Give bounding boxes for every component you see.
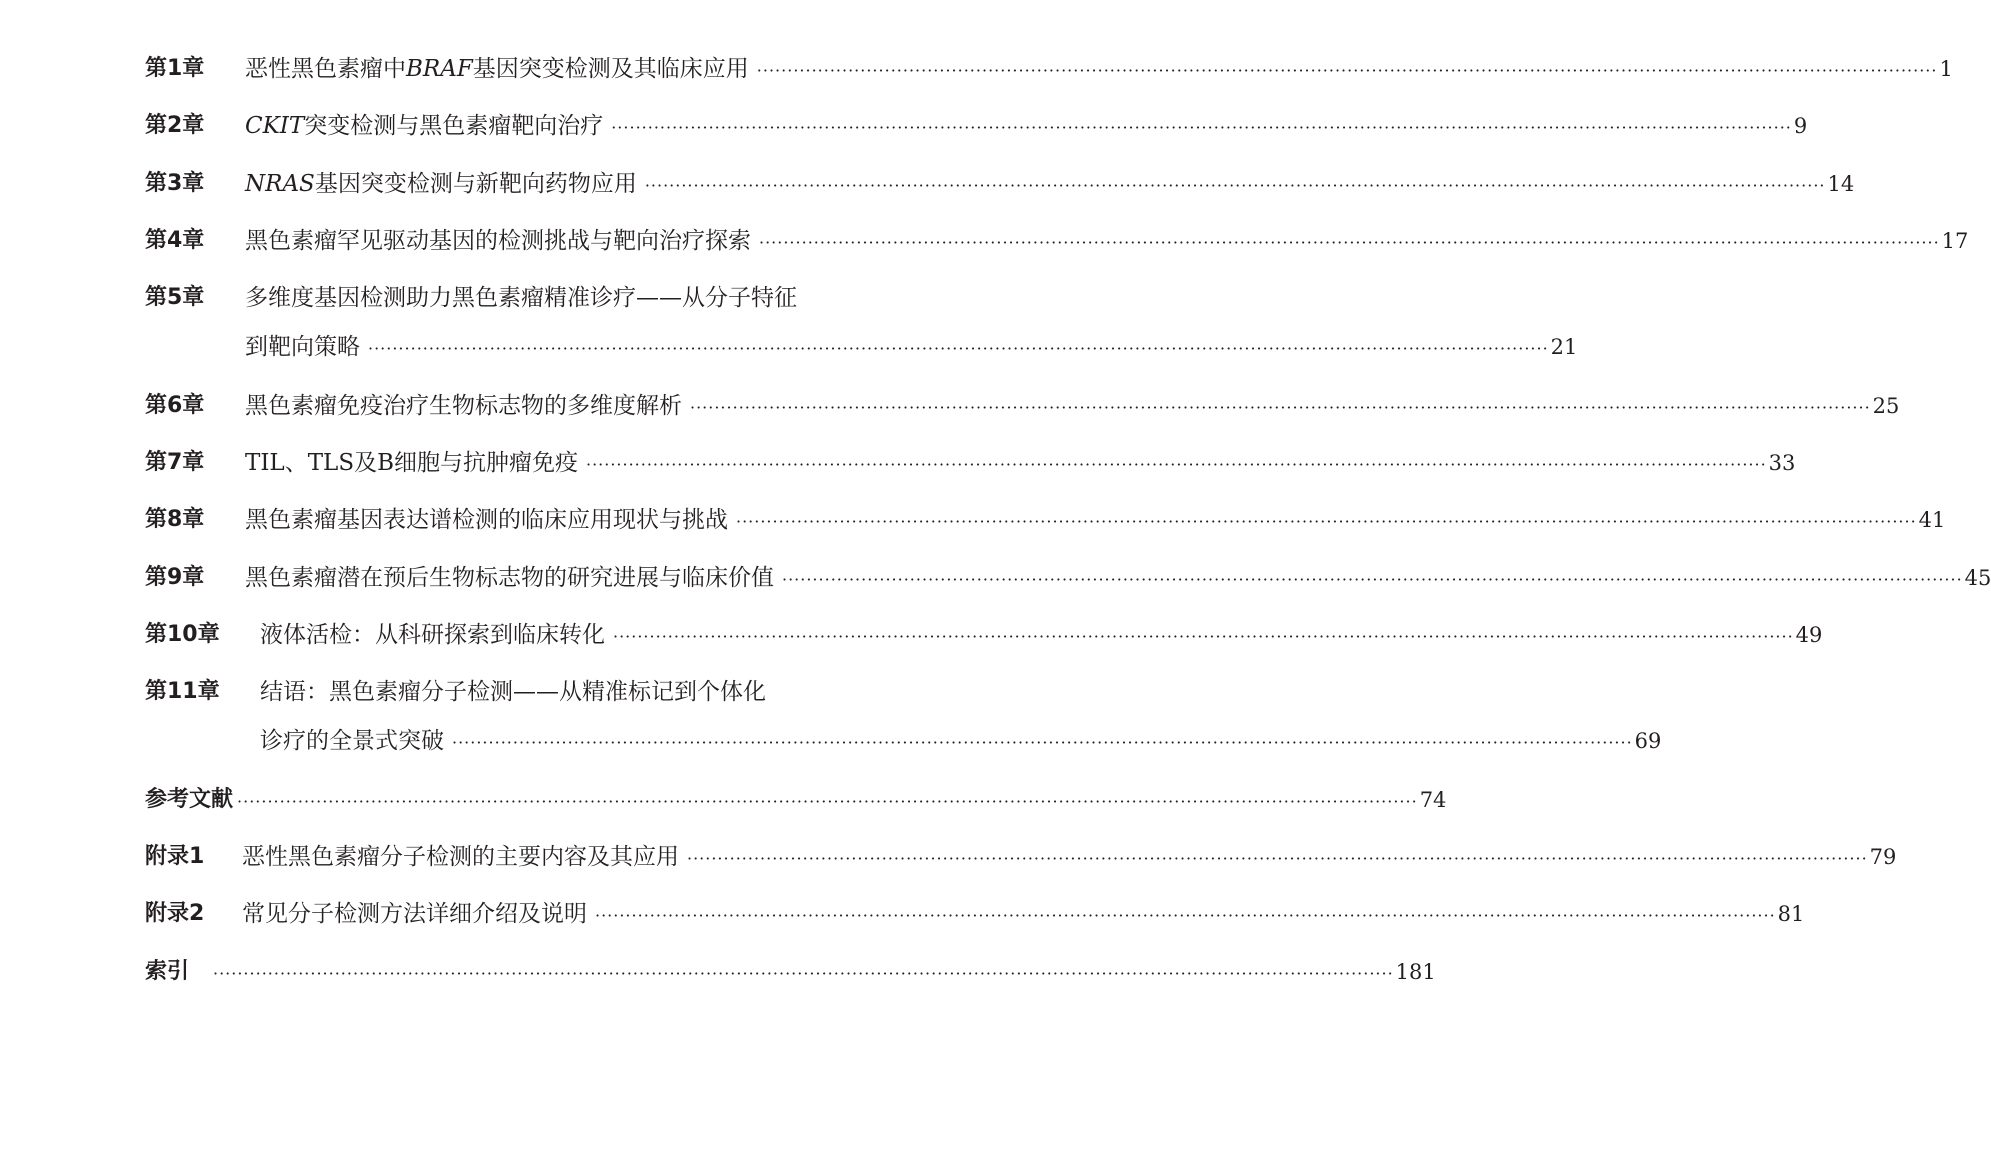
dot-leader (782, 555, 1963, 605)
page-number: 81 (1777, 902, 1805, 927)
chapter-number: 第4章 (145, 227, 205, 253)
page-number: 41 (1918, 508, 1946, 533)
appendix-number: 附录1 (145, 844, 205, 870)
dot-leader (611, 103, 1792, 153)
dot-leader (213, 949, 1394, 999)
chapter-number: 第10章 (145, 621, 220, 647)
dot-leader (687, 834, 1868, 884)
chapter-number: 第7章 (145, 450, 205, 476)
toc-entry-chapter-5[interactable] (145, 273, 1578, 381)
dot-leader (736, 497, 1917, 547)
toc-entry-references[interactable] (145, 775, 1447, 832)
chapter-number: 第6章 (145, 392, 205, 418)
page-number: 33 (1768, 451, 1796, 476)
page-number: 25 (1872, 393, 1900, 418)
dot-leader (759, 218, 1940, 268)
appendix-title: 恶性黑色素瘤分子检测的主要内容及其应用 (242, 844, 679, 871)
chapter-number: 第5章 (145, 285, 205, 311)
toc-entry-chapter-10[interactable] (145, 610, 1823, 667)
toc-entry-chapter-1[interactable] (145, 44, 1953, 101)
dot-leader (757, 46, 1938, 96)
page-number: 49 (1795, 622, 1823, 647)
chapter-title: NRAS基因突变检测与新靶向药物应用 (245, 170, 637, 197)
section-label: 参考文献 (145, 786, 234, 812)
page-number: 9 (1793, 114, 1808, 139)
chapter-title-line-2: 到靶向策略 (245, 334, 360, 361)
chapter-title: 黑色素瘤基因表达谱检测的临床应用现状与挑战 (245, 507, 728, 534)
chapter-title: 液体活检：从科研探索到临床转化 (260, 621, 605, 648)
dot-leader (613, 612, 1794, 662)
chapter-title: TIL、TLS及B细胞与抗肿瘤免疫 (245, 450, 578, 477)
toc-entry-chapter-6[interactable] (145, 381, 1900, 438)
dot-leader (595, 891, 1776, 941)
chapter-title-line-2: 诊疗的全景式突破 (260, 728, 444, 755)
dot-leader (586, 440, 1767, 490)
toc-entry-appendix-1[interactable] (145, 832, 1897, 889)
toc-entry-appendix-2[interactable] (145, 889, 1805, 946)
page-number: 181 (1395, 959, 1436, 984)
chapter-title: 恶性黑色素瘤中BRAF基因突变检测及其临床应用 (245, 56, 749, 82)
dot-leader (237, 777, 1418, 827)
toc-entry-chapter-8[interactable] (145, 495, 1946, 552)
dot-leader (645, 161, 1826, 211)
page-number: 74 (1419, 787, 1447, 812)
page-number: 45 (1964, 565, 1991, 590)
toc-entry-chapter-7[interactable] (145, 438, 1796, 495)
dot-leader (452, 718, 1633, 768)
table-of-contents (145, 44, 1991, 1004)
chapter-number: 第1章 (145, 56, 205, 81)
chapter-number: 第2章 (145, 113, 205, 139)
chapter-number: 第9章 (145, 564, 205, 590)
chapter-title-line-1: 结语：黑色素瘤分子检测——从精准标记到个体化 (260, 679, 766, 706)
page-number: 14 (1827, 171, 1855, 196)
chapter-title: 黑色素瘤免疫治疗生物标志物的多维度解析 (245, 392, 682, 419)
chapter-number: 第11章 (145, 679, 220, 705)
toc-entry-chapter-9[interactable] (145, 553, 1991, 610)
toc-entry-chapter-11[interactable] (145, 667, 1662, 775)
toc-entry-chapter-4[interactable] (145, 216, 1969, 273)
chapter-title-line-1: 多维度基因检测助力黑色素瘤精准诊疗——从分子特征 (245, 285, 797, 312)
toc-entry-chapter-2[interactable] (145, 101, 1808, 158)
page-number: 69 (1634, 729, 1662, 754)
page-number: 21 (1550, 335, 1578, 360)
dot-leader (690, 383, 1871, 433)
chapter-title: 黑色素瘤潜在预后生物标志物的研究进展与临床价值 (245, 564, 774, 591)
dot-leader (368, 324, 1549, 374)
page-number: 1 (1939, 57, 1953, 81)
chapter-number: 第3章 (145, 170, 205, 196)
toc-entry-index[interactable] (145, 947, 1436, 1004)
toc-entry-chapter-3[interactable] (145, 159, 1855, 216)
appendix-number: 附录2 (145, 901, 205, 927)
appendix-title: 常见分子检测方法详细介绍及说明 (242, 901, 587, 928)
chapter-title: 黑色素瘤罕见驱动基因的检测挑战与靶向治疗探索 (245, 227, 751, 254)
page-number: 79 (1869, 845, 1897, 870)
section-label: 索引 (145, 958, 190, 984)
page-number: 17 (1941, 228, 1969, 253)
chapter-number: 第8章 (145, 507, 205, 533)
chapter-title: CKIT突变检测与黑色素瘤靶向治疗 (245, 113, 604, 140)
